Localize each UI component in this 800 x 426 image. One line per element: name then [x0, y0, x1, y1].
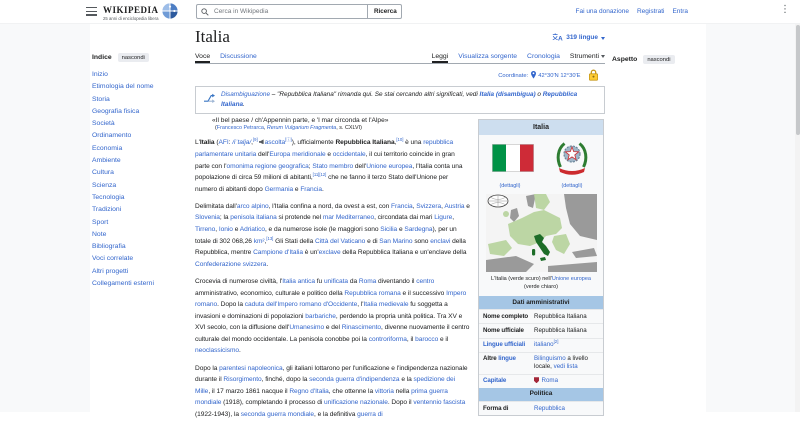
appearance-title: Aspetto	[612, 56, 638, 63]
text: (1918), completando il processo di	[221, 399, 325, 407]
text: , il	[406, 335, 416, 343]
text: Repubblica Italiana	[534, 312, 587, 320]
text: si protende nel	[276, 214, 323, 222]
text: fu soggetta a invasioni e dominazioni di popolazioni	[195, 301, 448, 320]
text: , l'Italia conta una popolazione di circa 59 milioni di abitanti,	[195, 162, 463, 182]
toc-item[interactable]: Società	[92, 120, 115, 128]
toc-item[interactable]: Ambiente	[92, 157, 121, 165]
text: Repubblica Italiana	[534, 326, 587, 334]
text: , divenne nuovamente il centro culturale del mondo occidentale. La penisola conobbe poi la	[195, 324, 470, 343]
infobox-section-header: Dati amministrativi	[479, 296, 603, 309]
infobox-row-label	[479, 402, 532, 415]
link[interactable]: barocco	[415, 335, 439, 343]
link[interactable]: km²	[253, 237, 265, 245]
link[interactable]: arco alpino	[236, 202, 269, 210]
link[interactable]: Repubblica	[534, 404, 565, 412]
view-source[interactable]: Visualizza sorgente	[458, 52, 518, 60]
chevron-down-icon	[601, 37, 605, 40]
hatnote-text	[221, 90, 597, 110]
text: , il 17 marzo 1861 nacque il	[208, 387, 290, 395]
text: e	[325, 150, 333, 158]
puzzle-globe-icon	[162, 3, 178, 24]
text: ,	[264, 237, 267, 245]
link[interactable]: Tirreno	[195, 226, 216, 234]
link[interactable]: ascolta	[264, 139, 286, 147]
infobox-row-value	[532, 353, 603, 374]
infobox-title: Italia	[479, 120, 603, 135]
text: , l'Italia confina a nord, da ovest a est, con	[268, 202, 392, 210]
link[interactable]: enclavi	[430, 237, 451, 245]
text: nella	[393, 387, 412, 395]
toc-item[interactable]: Collegamenti esterni	[92, 280, 154, 288]
link[interactable]: Ionio	[218, 226, 233, 234]
text: dell'	[353, 162, 367, 170]
link[interactable]: Unione europea	[551, 276, 591, 283]
link[interactable]: barbariche	[305, 312, 336, 320]
text: Delimitata dall'	[195, 202, 237, 210]
table-of-contents	[92, 71, 192, 292]
infobox-row-value	[532, 310, 603, 323]
link[interactable]: [2]	[553, 338, 559, 344]
text: Crocevia di numerose civiltà, l'	[195, 277, 283, 285]
map-caption	[479, 275, 603, 296]
toc-item[interactable]: Economia	[92, 144, 123, 152]
link[interactable]: Italia (disambigua)	[479, 91, 536, 99]
audio-icon	[259, 139, 264, 144]
link[interactable]: Confederazione svizzera	[195, 260, 267, 268]
text: sono	[412, 237, 431, 245]
toc-item[interactable]: Voci correlate	[92, 255, 134, 263]
link[interactable]: occidentale	[332, 150, 366, 158]
link[interactable]: Disambiguazione	[221, 91, 271, 99]
toc-item[interactable]: Sport	[92, 218, 109, 226]
text: (1922-1943), la	[195, 410, 241, 418]
text: della Repubblica Italiana e un'enclave della	[340, 249, 467, 257]
text: ,	[452, 214, 455, 222]
link[interactable]: Regno d'Italia	[289, 387, 329, 395]
text: e	[397, 226, 405, 234]
toc-item[interactable]: Etimologia del nome	[92, 83, 154, 91]
link[interactable]: vedi lista	[553, 363, 578, 371]
link[interactable]: spedizione dei Mille	[195, 376, 456, 395]
link[interactable]: Rinascimento	[341, 324, 382, 332]
link[interactable]: centro	[416, 277, 435, 285]
link[interactable]: controriforma	[368, 335, 407, 343]
text: fu	[314, 277, 324, 285]
text: L'	[195, 139, 200, 147]
register-link[interactable]: Registrati	[636, 8, 665, 15]
search-button[interactable]: Ricerca	[368, 4, 402, 19]
article-tabs-bar	[195, 51, 605, 65]
link[interactable]: Sicilia	[380, 226, 398, 234]
infobox-row-value	[532, 324, 603, 337]
text: ; la	[219, 214, 231, 222]
quote-text: «Il bel paese / ch'Appennin parte, e 'l mar circonda et l'Alpe»	[212, 116, 389, 124]
link[interactable]: penisola italiana	[230, 214, 277, 222]
link[interactable]: omonima regione geografica	[226, 162, 309, 170]
text: e	[293, 185, 301, 193]
infobox-row-label	[479, 310, 532, 323]
toc-item[interactable]: Tecnologia	[92, 193, 125, 201]
link[interactable]: Unione europea	[366, 162, 413, 170]
infobox-body	[479, 296, 603, 415]
text: (	[214, 139, 219, 147]
infobox-row-label	[479, 375, 532, 388]
link[interactable]: Slovenia	[195, 214, 220, 222]
link[interactable]: ventennio fascista	[413, 399, 466, 407]
tab-voce[interactable]: Voce	[195, 51, 210, 64]
appearance-hide-button[interactable]: nascondi	[643, 55, 674, 64]
page-title: Italia	[195, 27, 230, 46]
toc-item[interactable]: Cultura	[92, 169, 114, 177]
toc-item[interactable]: Storia	[92, 95, 110, 103]
link[interactable]: [9]	[252, 137, 258, 143]
text: e	[232, 226, 240, 234]
link[interactable]: Sardegna	[404, 226, 433, 234]
toc-title: Indice	[92, 54, 112, 61]
link[interactable]: vittoria	[374, 387, 394, 395]
text: L'Italia (verde scuro) nell'	[491, 276, 552, 283]
text: , il cui territorio coincide in gran parte con l'	[195, 150, 455, 170]
text: e il	[438, 335, 449, 343]
text: :	[228, 139, 233, 147]
chevron-down-icon	[601, 55, 605, 58]
text: e di	[365, 237, 380, 245]
link[interactable]: Francesco Petrarca	[216, 125, 264, 132]
text: "Repubblica Italiana" rimanda qui. Se stai cercando altri significati, vedi	[277, 91, 480, 99]
toc-item[interactable]: Scienza	[92, 181, 117, 189]
link[interactable]: Risorgimento	[223, 376, 262, 384]
link[interactable]: Francia	[300, 185, 322, 193]
text: o	[535, 91, 543, 99]
language-icon	[552, 33, 563, 43]
link[interactable]: Roma	[541, 377, 559, 385]
text: e	[464, 202, 470, 210]
text: .	[321, 185, 324, 193]
link[interactable]: San Marino	[379, 237, 413, 245]
toc-item[interactable]: Bibliografia	[92, 243, 126, 251]
link[interactable]: mar Mediterraneo	[322, 214, 375, 222]
donate-link[interactable]: Fai una donazione	[575, 8, 629, 15]
text: ,	[251, 139, 253, 147]
text: , circondata dai mari	[374, 214, 435, 222]
text: .	[239, 347, 241, 355]
link[interactable]: guerra di	[357, 410, 383, 418]
text: .	[266, 260, 269, 268]
text: Forma di	[483, 404, 509, 412]
map-pin-icon	[531, 71, 536, 81]
text: , che ottenne la	[328, 387, 375, 395]
text: ,	[412, 202, 417, 210]
view-read[interactable]: Leggi	[432, 51, 449, 64]
text: ,	[441, 202, 445, 210]
link[interactable]: Capitale	[483, 377, 507, 385]
text: (verde chiaro)	[524, 284, 558, 291]
text: , perdendo la propria unità politica. Tra XV e XVI secolo, con la diffusione dell'	[195, 312, 463, 332]
text: Dopo la	[195, 364, 220, 372]
text: Repubblica Italiana	[335, 139, 395, 147]
more-options-icon[interactable]: ⋮	[780, 4, 790, 15]
flag-details-link[interactable]: (dettagli)	[499, 183, 521, 190]
link[interactable]: Francia	[391, 202, 413, 210]
infobox-row	[479, 309, 603, 323]
infobox-row	[479, 338, 603, 352]
text: che ne fanno il terzo Stato dell'Unione per numero di abitanti dopo	[195, 174, 449, 193]
search-icon	[201, 3, 209, 21]
text: dell'	[256, 150, 270, 158]
link[interactable]: [13]	[266, 235, 274, 241]
text: e il successivo	[400, 289, 447, 297]
text: ;	[308, 162, 313, 170]
article-main	[195, 27, 605, 426]
page-scrollbar[interactable]	[795, 23, 800, 412]
link[interactable]: Città del Vaticano	[315, 237, 366, 245]
link[interactable]: Italia antica	[282, 277, 315, 285]
link[interactable]: [10]	[396, 137, 404, 143]
hatnote	[195, 86, 605, 114]
infobox-row-value	[532, 402, 603, 415]
link[interactable]: Bilinguismo	[534, 355, 566, 363]
infobox-row	[479, 352, 603, 374]
logo-tagline: 25 anni di enciclopedia libera	[103, 15, 159, 21]
appearance-panel	[612, 55, 675, 64]
text: e del	[324, 324, 342, 332]
logo-text	[103, 6, 159, 21]
text: , e da numerose isole (le maggiori sono	[264, 226, 381, 234]
infobox-row-value	[532, 339, 603, 352]
language-count: 319 lingue	[566, 34, 598, 42]
search-input[interactable]	[212, 7, 363, 16]
toc-item[interactable]: Geografia fisica	[92, 107, 140, 115]
link[interactable]: Campione d'Italia	[253, 249, 303, 257]
text: .	[243, 100, 245, 108]
tab-discussione[interactable]: Discussione	[220, 52, 257, 60]
link[interactable]: AFI	[218, 139, 229, 147]
text: è una	[403, 139, 424, 147]
text: da	[348, 277, 359, 285]
italy-flag-image[interactable]	[492, 144, 534, 175]
link[interactable]: [11][12]	[312, 171, 327, 177]
text: ,	[394, 139, 397, 147]
text: Nome completo	[483, 312, 529, 320]
tools-menu[interactable]: Strumenti	[570, 51, 605, 64]
user-links	[575, 8, 688, 15]
link[interactable]: Italia medievale	[363, 301, 409, 309]
text: Nome ufficiale	[483, 326, 524, 334]
infobox-row	[479, 401, 603, 415]
logo-title: WIKIPEDIA	[103, 5, 159, 16]
link[interactable]: Europa meridionale	[269, 150, 326, 158]
coordinates-line	[195, 69, 599, 83]
toc-item[interactable]: Altri progetti	[92, 267, 129, 275]
link[interactable]: [ⓘ]	[285, 137, 292, 143]
text: , l'	[357, 301, 364, 309]
link[interactable]: seconda guerra d'indipendenza	[309, 376, 400, 384]
text: ), per un totale di 302 068,26	[195, 226, 457, 245]
link[interactable]: exclave	[318, 249, 341, 257]
protection-lock-icon	[588, 69, 599, 83]
text: a livello locale,	[534, 355, 588, 371]
article-content	[195, 64, 605, 421]
text: Altre	[483, 355, 499, 363]
link[interactable]: Austria	[444, 202, 465, 210]
text: ,	[215, 226, 219, 234]
italy-emblem-image[interactable]	[554, 139, 590, 180]
text: ), ufficialmente	[291, 139, 336, 147]
language-selector[interactable]	[552, 33, 605, 43]
text: , gli italiani lottarono per l'unificazione e l'indipendenza nazionale durante il	[195, 364, 468, 384]
login-link[interactable]: Entra	[672, 8, 688, 15]
link[interactable]: /iˈtalja/	[232, 139, 252, 147]
rome-shield-icon	[534, 377, 539, 383]
toc-item[interactable]: Ordinamento	[92, 132, 132, 140]
text: –	[270, 91, 278, 99]
text: ,	[263, 125, 267, 132]
text: della Repubblica, mentre	[195, 237, 466, 257]
svg-text:A: A	[558, 35, 563, 43]
text: (	[215, 125, 217, 132]
emblem-details-link[interactable]: (dettagli)	[561, 183, 583, 190]
link[interactable]: Ligure	[434, 214, 453, 222]
link[interactable]: italiano	[534, 341, 554, 349]
coordinates-label[interactable]: Coordinate:	[498, 73, 529, 80]
link[interactable]: Repubblica romana	[344, 289, 401, 297]
top-bar	[0, 0, 800, 24]
link[interactable]: repubblica parlamentare unitaria	[195, 139, 454, 158]
infobox	[478, 119, 604, 416]
view-history[interactable]: Cronologia	[527, 52, 560, 60]
wikipedia-logo[interactable]	[103, 3, 178, 24]
scrollbar-thumb[interactable]	[796, 25, 800, 135]
infobox-row-value	[532, 375, 603, 388]
link[interactable]: Svizzera	[416, 202, 442, 210]
text: . Dopo il	[387, 399, 414, 407]
text: Gli Stati della	[273, 237, 315, 245]
menu-icon[interactable]	[86, 7, 97, 16]
link[interactable]: caduta dell'Impero romano d'Occidente	[244, 301, 358, 309]
infobox-row-label	[479, 324, 532, 337]
text: , finché, dopo la	[261, 376, 310, 384]
link[interactable]: Lingue ufficiali	[483, 341, 526, 349]
link[interactable]: unificazione nazionale	[324, 399, 388, 407]
link[interactable]: Roma	[358, 277, 377, 285]
coordinates-value[interactable]: 42°30′N 12°30′E	[538, 73, 581, 80]
text: diventando il	[376, 277, 417, 285]
right-gutter	[706, 23, 800, 412]
text: amministrativo, economico, culturale e politico della	[195, 289, 345, 297]
text: Italia	[199, 139, 215, 147]
link[interactable]: Rerum Vulgarium Fragmenta	[266, 125, 337, 132]
toc-item[interactable]: Note	[92, 230, 107, 238]
link[interactable]: seconda guerra mondiale	[240, 410, 315, 418]
infobox-section-header: Politica	[479, 388, 603, 401]
infobox-row-label	[479, 353, 532, 374]
infobox-row	[479, 323, 603, 337]
table-of-contents-panel	[92, 53, 192, 292]
disambiguation-icon	[203, 93, 215, 107]
infobox-row	[479, 374, 603, 388]
infobox-row-label	[479, 339, 532, 352]
toc-item[interactable]: Inizio	[92, 71, 108, 78]
link[interactable]: lingue	[498, 355, 516, 363]
location-map-image[interactable]	[479, 193, 603, 275]
link[interactable]: unificata	[323, 277, 349, 285]
link[interactable]: Umanesimo	[289, 324, 325, 332]
text: , e la definitiva	[314, 410, 358, 418]
link[interactable]: parentesi napoleonica	[219, 364, 283, 372]
link[interactable]: Repubblica Italiana	[221, 91, 578, 108]
link[interactable]: Germania	[264, 185, 294, 193]
search-bar	[196, 4, 402, 19]
toc-hide-button[interactable]: nascondi	[118, 53, 149, 62]
text: . Dopo la	[217, 301, 245, 309]
toc-item[interactable]: Tradizioni	[92, 206, 122, 214]
text: è un'	[302, 249, 319, 257]
link[interactable]: neoclassicismo	[195, 347, 240, 355]
link[interactable]: Adriatico	[239, 226, 265, 234]
left-gutter	[0, 23, 90, 412]
text: , s. CXLVI)	[336, 125, 362, 132]
link[interactable]: prima guerra mondiale	[195, 387, 448, 407]
search-box[interactable]	[196, 4, 368, 19]
link[interactable]: Stato membro	[312, 162, 354, 170]
text: e la	[399, 376, 414, 384]
link[interactable]: Impero romano	[195, 289, 467, 309]
